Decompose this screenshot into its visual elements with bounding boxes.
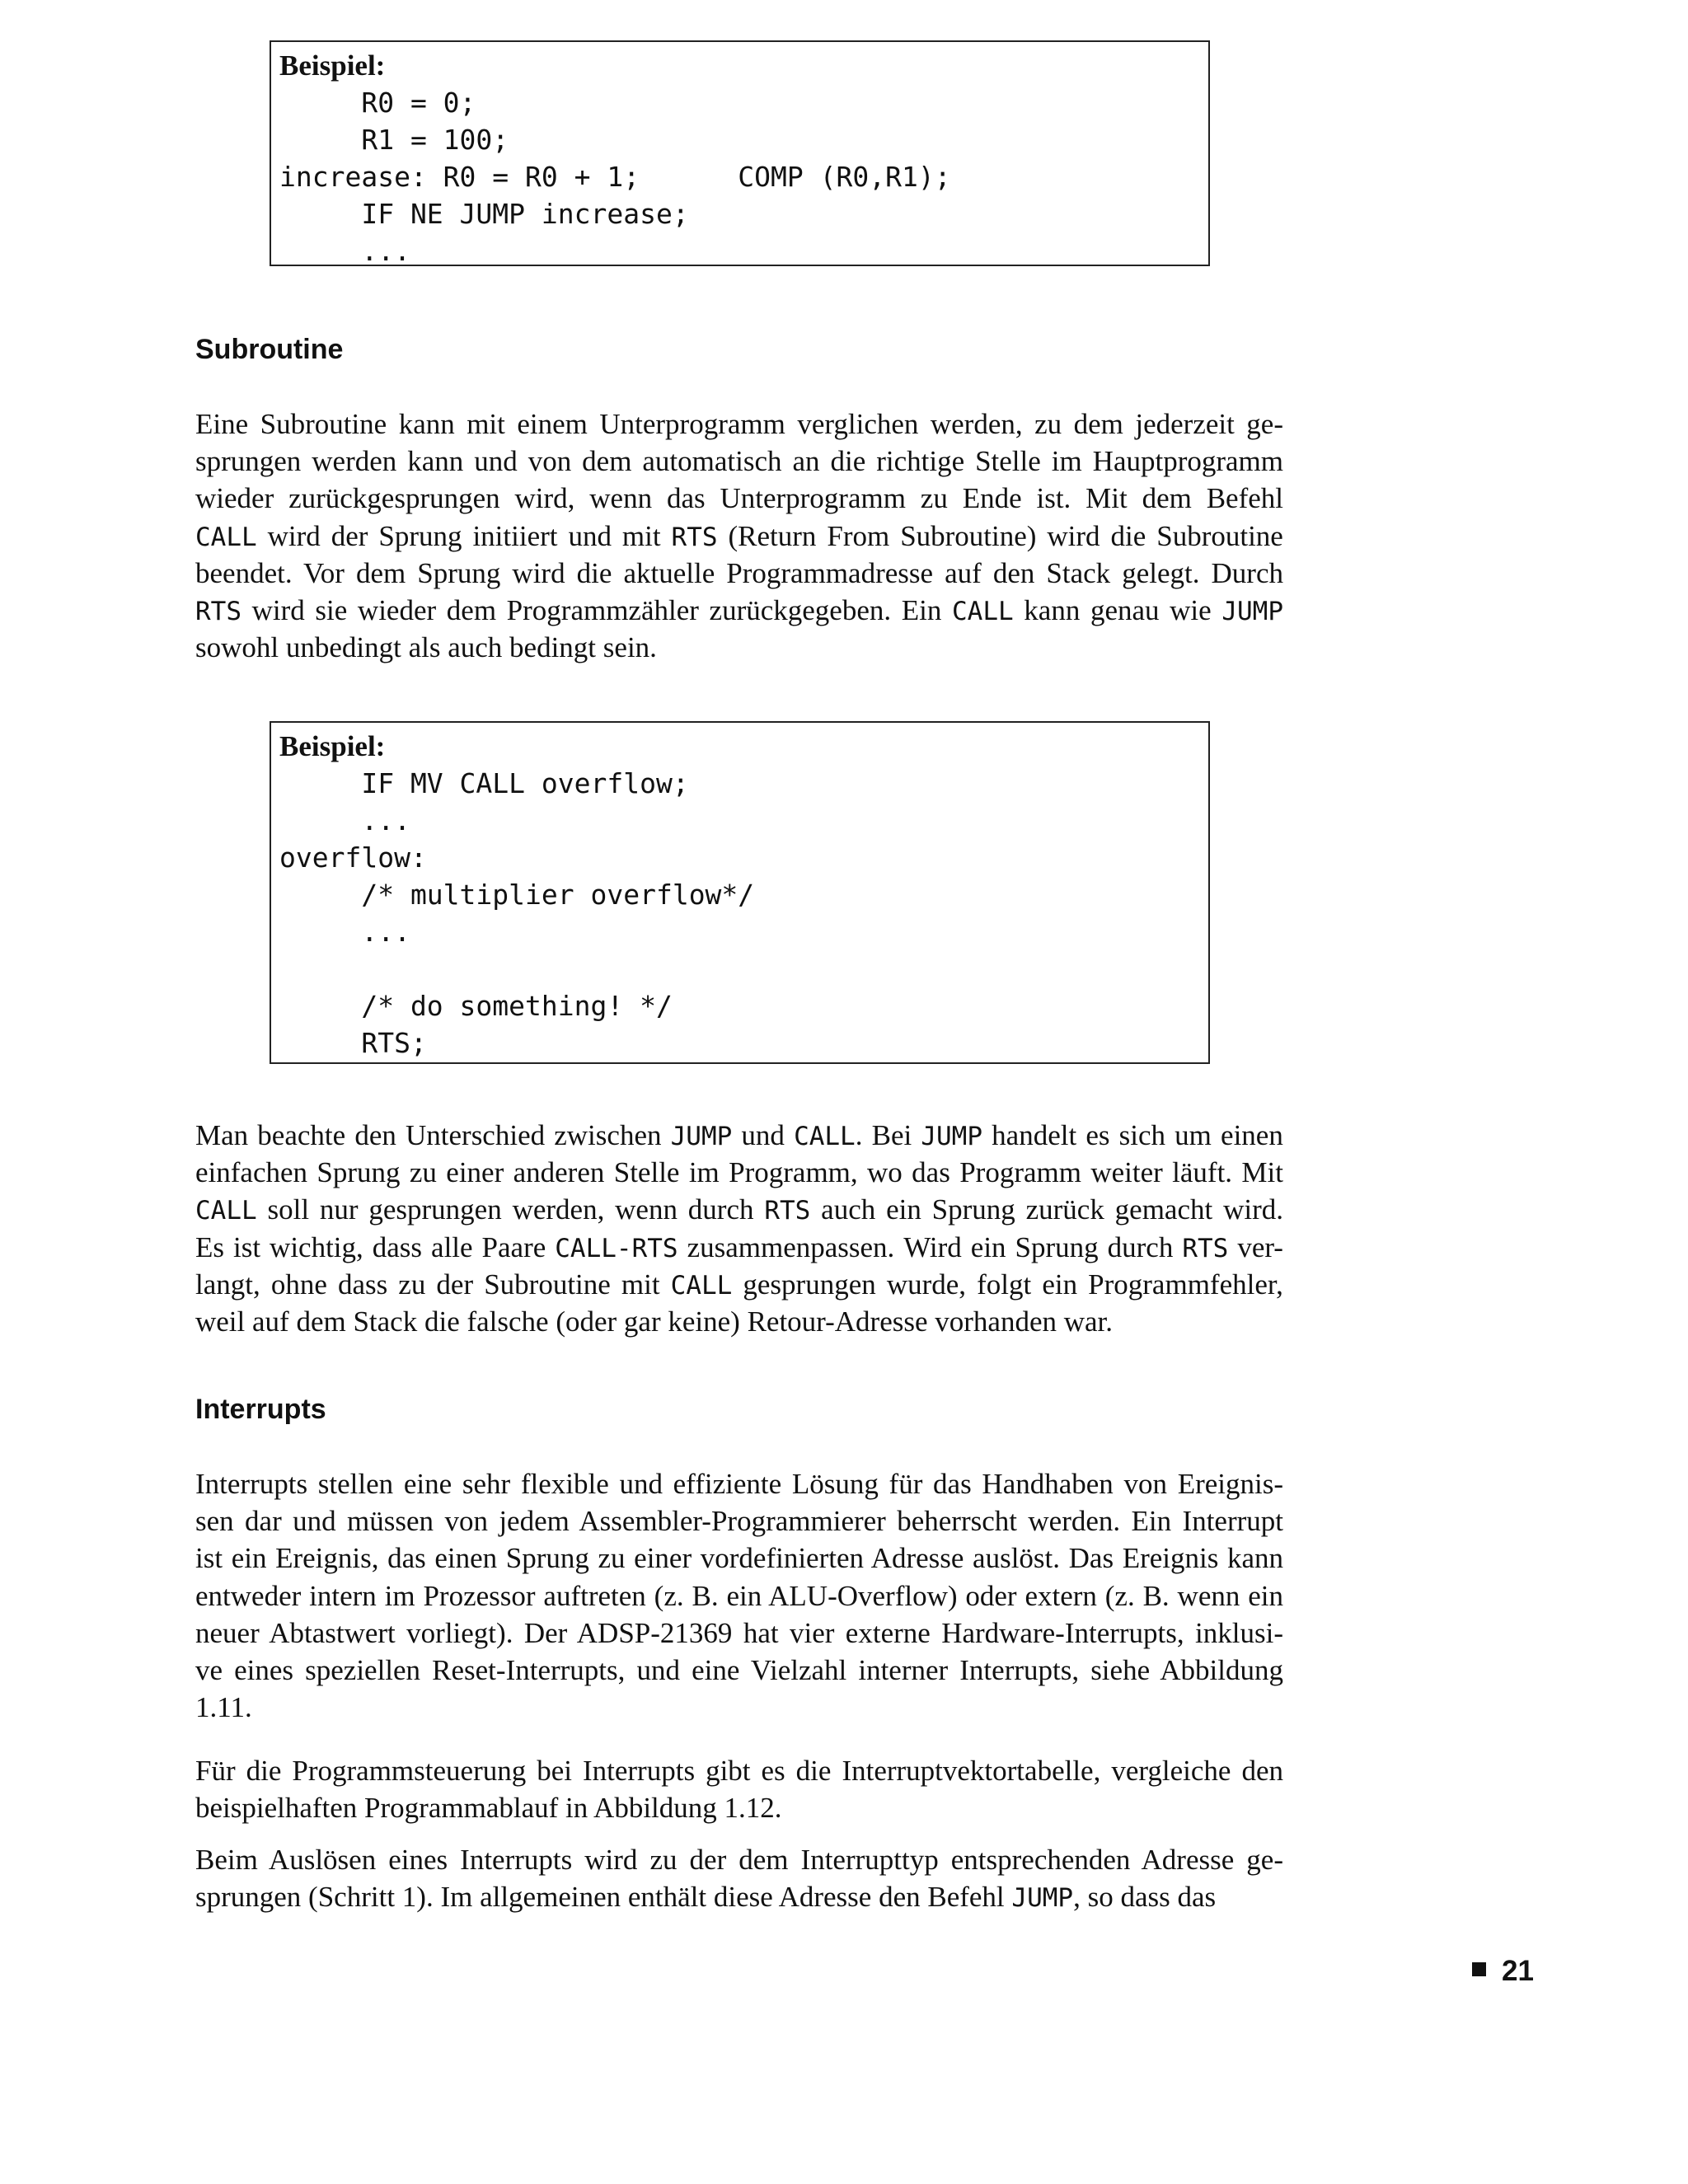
text-span: wird: [267, 519, 321, 552]
word: [932, 1191, 1015, 1228]
text-span: und: [568, 519, 612, 552]
word: [971, 1229, 1006, 1266]
text-span: gesprungen: [743, 1268, 876, 1301]
word: [921, 1117, 982, 1154]
text-line: einfachen Sprung zu einer anderen Stelle im Programm, wo das Programm weiter läuft. Mit: [195, 1156, 1283, 1189]
word: [741, 1117, 785, 1154]
code-inline: JUMP: [1221, 596, 1283, 626]
word: [743, 1266, 875, 1303]
text-span: die: [1110, 519, 1146, 552]
word: [952, 592, 1014, 629]
word: [671, 1117, 733, 1154]
word: [195, 1266, 260, 1303]
text-span: wie: [1170, 593, 1212, 626]
word: [977, 1266, 1031, 1303]
word: [1015, 1229, 1099, 1266]
text-line: beispielhaften Programmablauf in Abbildung 1.12.: [195, 1792, 782, 1825]
text-span: Unterschied: [406, 1119, 546, 1151]
text-line: Beim Auslösen eines Interrupts wird zu der dem Interrupttyp entsprechenden Adresse ge-: [195, 1844, 1283, 1876]
code-inline: RTS: [764, 1196, 811, 1226]
code-line: increase: R0 = R0 + 1; COMP (R0,R1);: [279, 161, 951, 193]
word: [821, 1191, 875, 1228]
text-span: Sprung: [378, 519, 462, 552]
text-span: werden,: [512, 1193, 605, 1226]
word: [195, 592, 241, 629]
text-line: [195, 592, 1283, 629]
text-span: wichtig,: [270, 1230, 363, 1263]
word: [1047, 518, 1100, 555]
word: [1085, 1117, 1109, 1154]
word: [1115, 1191, 1213, 1228]
word: [1182, 1229, 1228, 1266]
text-span: handelt: [992, 1119, 1077, 1151]
word: [615, 1191, 678, 1228]
paragraph-interrupts-3: [195, 1841, 1283, 1915]
word: [484, 1266, 611, 1303]
text-span: Es: [195, 1230, 224, 1263]
word: [1119, 1117, 1165, 1154]
text-span: Programmfehler,: [1088, 1268, 1283, 1301]
word: [555, 1229, 678, 1266]
text-span: dem: [446, 593, 497, 626]
code-line: R0 = 0;: [279, 87, 476, 119]
word: [358, 592, 436, 629]
code-inline: JUMP: [1011, 1883, 1074, 1914]
text-line: [195, 1229, 1283, 1266]
code-inline: CALL: [670, 1270, 733, 1301]
text-span: sie: [315, 593, 348, 626]
word: [671, 1266, 733, 1303]
word: [267, 1191, 309, 1228]
text-span: wenn: [615, 1193, 678, 1226]
text-span: zusammenpassen.: [687, 1230, 895, 1263]
code-inline: CALL: [195, 1196, 257, 1226]
text-line: beendet. Vor dem Sprung wird die aktuelle Programmadresse auf den Stack gelegt. Durch: [195, 556, 1283, 589]
word: [271, 1266, 327, 1303]
text-span: Bei: [871, 1119, 912, 1151]
text-line: Eine Subroutine kann mit einem Unterprogramm verglichen werden, zu dem jederzeit ge-: [195, 408, 1283, 440]
text-span: mit: [621, 519, 661, 552]
code-inline: JUMP: [921, 1122, 983, 1151]
word: [378, 518, 462, 555]
word: [710, 592, 892, 629]
word: [507, 592, 699, 629]
text-span: und: [741, 1119, 785, 1151]
word: [338, 1266, 387, 1303]
word: [406, 1117, 545, 1154]
text-span: ein: [1042, 1268, 1078, 1301]
text-span: Subroutine: [484, 1268, 611, 1301]
word: [687, 1229, 895, 1266]
paragraph-interrupts-1: [195, 1465, 1283, 1726]
text-span: sprungen (Schritt 1). Im allgemeinen enthält diese Adresse den Befehl: [195, 1881, 1012, 1914]
text-span: Ein: [901, 593, 942, 626]
code-inline: JUMP: [670, 1122, 733, 1151]
text-span: .: [855, 1119, 863, 1151]
word: [320, 1191, 359, 1228]
text-span: Subroutine): [900, 519, 1037, 552]
text-span: alle: [431, 1230, 473, 1263]
code-inline: RTS: [195, 596, 241, 626]
text-span: wieder: [357, 593, 437, 626]
text-span: ohne: [270, 1268, 327, 1301]
word: [1042, 1266, 1077, 1303]
text-span: kann: [1024, 593, 1081, 626]
text-span: dass: [372, 1230, 423, 1263]
word: [992, 1117, 1076, 1154]
text-span: folgt: [977, 1268, 1032, 1301]
word: [621, 1266, 660, 1303]
word: [688, 1191, 754, 1228]
word: [472, 518, 557, 555]
example-label: Beispiel:: [279, 730, 386, 762]
word: [1111, 518, 1146, 555]
example-label: Beispiel:: [279, 49, 386, 82]
word: [887, 1266, 966, 1303]
text-span: Paare: [481, 1230, 546, 1263]
paragraph-subroutine: [195, 405, 1283, 666]
text-line: sprungen werden kann und von dem automatisch an die richtige Stelle im Hauptprogramm: [195, 445, 1283, 478]
word: [252, 592, 305, 629]
word: [354, 1117, 396, 1154]
text-span: (Return: [728, 519, 817, 552]
text-line: ve eines speziellen Reset-Interrupts, und eine Vielzahl interner Interrupts, siehe Abbildung: [195, 1653, 1283, 1686]
code-example-jump: [270, 40, 1210, 266]
code-example-call: [270, 721, 1210, 1064]
text-span: auch: [821, 1193, 876, 1226]
word: [764, 1191, 810, 1228]
code-line: RTS;: [279, 1027, 427, 1059]
text-span: From: [827, 519, 890, 552]
text-span: beachte: [257, 1119, 346, 1151]
word: [1108, 1229, 1174, 1266]
text-span: es: [1085, 1119, 1110, 1151]
text-line: [195, 518, 1283, 555]
text-line: [195, 1191, 1283, 1228]
text-span: mit: [621, 1268, 660, 1301]
text-span: wurde,: [886, 1268, 967, 1301]
word: [431, 1229, 473, 1266]
word: [331, 518, 368, 555]
text-span: Subroutine: [1156, 519, 1283, 552]
text-span: gemacht: [1114, 1193, 1213, 1226]
code-inline: RTS: [671, 522, 718, 552]
code-line: IF MV CALL overflow;: [279, 767, 689, 799]
word: [195, 1229, 224, 1266]
text-span: Wird: [903, 1230, 962, 1263]
text-span: der: [331, 519, 368, 552]
code-line: IF NE JUMP increase;: [279, 198, 689, 230]
text-span: zurück: [1025, 1193, 1104, 1226]
text-span: ver-: [1237, 1230, 1283, 1263]
word: [315, 592, 347, 629]
word: [268, 518, 321, 555]
code-inline: RTS: [1182, 1233, 1229, 1263]
word: [195, 1191, 257, 1228]
word: [233, 1229, 260, 1266]
word: [1090, 592, 1160, 629]
code-inline: CALL: [794, 1122, 856, 1151]
text-span: soll: [267, 1193, 310, 1226]
text-span: Sprung: [931, 1193, 1015, 1226]
text-span: wird: [251, 593, 305, 626]
word: [872, 1117, 912, 1154]
page-marker-square-icon: [1472, 1962, 1486, 1976]
text-line: sen dar und müssen von jedem Assembler-Programmierer beherrscht werden. Ein Interrupt: [195, 1505, 1283, 1538]
word: [1026, 1191, 1104, 1228]
text-span: Man: [195, 1119, 249, 1151]
word: [195, 518, 257, 555]
word: [195, 1117, 248, 1154]
code-inline: CALL: [195, 522, 257, 552]
text-line: [195, 1878, 1283, 1915]
word: [436, 1266, 473, 1303]
code-line: overflow:: [279, 841, 427, 874]
word: [827, 518, 889, 555]
text-line: entweder intern im Prozessor auftreten (z. B. ein ALU-Overflow) oder extern (z. B. wenn ein: [195, 1579, 1283, 1612]
word: [482, 1229, 546, 1266]
word: [622, 518, 661, 555]
word: [270, 1229, 363, 1266]
word: [1221, 1117, 1283, 1154]
word: [513, 1191, 605, 1228]
paragraph-interrupts-2: [195, 1752, 1283, 1826]
word: [886, 1191, 921, 1228]
word: [554, 1117, 661, 1154]
text-span: zu: [398, 1268, 426, 1301]
word: [1175, 1117, 1212, 1154]
text-span: ein: [970, 1230, 1006, 1263]
text-span: Sprung: [1015, 1230, 1099, 1263]
word: [373, 1229, 422, 1266]
word: [1156, 518, 1283, 555]
text-span: initiiert: [472, 519, 558, 552]
code-line: /* do something! */: [279, 990, 673, 1022]
word: [672, 518, 718, 555]
code-inline: CALL: [952, 596, 1014, 626]
word: [447, 592, 496, 629]
text-line: 1.11.: [195, 1691, 252, 1724]
text-span: ist: [232, 1230, 261, 1263]
word: [794, 1117, 862, 1154]
text-span: wird: [1047, 519, 1100, 552]
code-inline: CALL-RTS: [555, 1233, 678, 1263]
word: [1223, 1191, 1283, 1228]
text-span: dass: [337, 1268, 388, 1301]
page-number: 21: [1502, 1955, 1534, 1987]
text-line: [195, 1266, 1283, 1303]
paragraph-jump-call: [195, 1117, 1283, 1340]
text-line: ist ein Ereignis, das einen Sprung zu einer vordefinierten Adresse auslöst. Das Ereignis kann: [195, 1542, 1283, 1575]
word: [257, 1117, 345, 1154]
text-line: weil auf dem Stack die falsche (oder gar keine) Retour-Adresse vorhanden war.: [195, 1305, 1114, 1338]
word: [1024, 592, 1080, 629]
word: [903, 1229, 962, 1266]
code-line: ...: [279, 235, 410, 267]
text-span: wird.: [1223, 1193, 1283, 1226]
text-span: sich: [1118, 1119, 1166, 1151]
code-line: ...: [279, 916, 410, 948]
text-span: gesprungen: [368, 1193, 502, 1226]
word: [1170, 592, 1212, 629]
text-span: durch: [1107, 1230, 1174, 1263]
section-heading-interrupts: Interrupts: [195, 1394, 326, 1425]
word: [900, 518, 1036, 555]
code-line: ...: [279, 804, 410, 837]
word: [568, 518, 612, 555]
text-span: um: [1175, 1119, 1212, 1151]
text-span: einen: [1221, 1119, 1283, 1151]
text-line: [195, 1117, 1283, 1154]
code-line: [279, 950, 1208, 987]
code-line: R1 = 100;: [279, 124, 509, 156]
word: [368, 1191, 501, 1228]
text-span: zurückgegeben.: [709, 593, 892, 626]
word: [1221, 592, 1283, 629]
word: [1088, 1266, 1283, 1303]
text-span: nur: [319, 1193, 359, 1226]
word: [398, 1266, 425, 1303]
word: [1237, 1229, 1283, 1266]
word: [902, 592, 942, 629]
text-line: wieder zurückgesprungen wird, wenn das Unterprogramm zu Ende ist. Mit dem Befehl: [195, 482, 1283, 515]
text-span: durch: [687, 1193, 754, 1226]
text-line: Für die Programmsteuerung bei Interrupts gibt es die Interruptvektortabelle, vergleiche den: [195, 1755, 1283, 1787]
text-span: der: [436, 1268, 474, 1301]
text-span: , so dass das: [1073, 1881, 1217, 1914]
text-span: genau: [1090, 593, 1160, 626]
text-span: den: [354, 1119, 396, 1151]
text-span: ein: [886, 1193, 921, 1226]
text-line: neuer Abtastwert vorliegt). Der ADSP-21369 hat vier externe Hardware-Interrupts, inklusi-: [195, 1616, 1283, 1649]
section-heading-subroutine: Subroutine: [195, 334, 344, 365]
word: [729, 518, 817, 555]
code-line: /* multiplier overflow*/: [279, 879, 755, 911]
text-span: zwischen: [554, 1119, 662, 1151]
text-line: Interrupts stellen eine sehr flexible und effiziente Lösung für das Handhaben von Ereignis-: [195, 1468, 1283, 1500]
text-line: sowohl unbedingt als auch bedingt sein.: [195, 631, 657, 664]
text-span: langt,: [195, 1268, 260, 1301]
text-span: Programmzähler: [506, 593, 699, 626]
